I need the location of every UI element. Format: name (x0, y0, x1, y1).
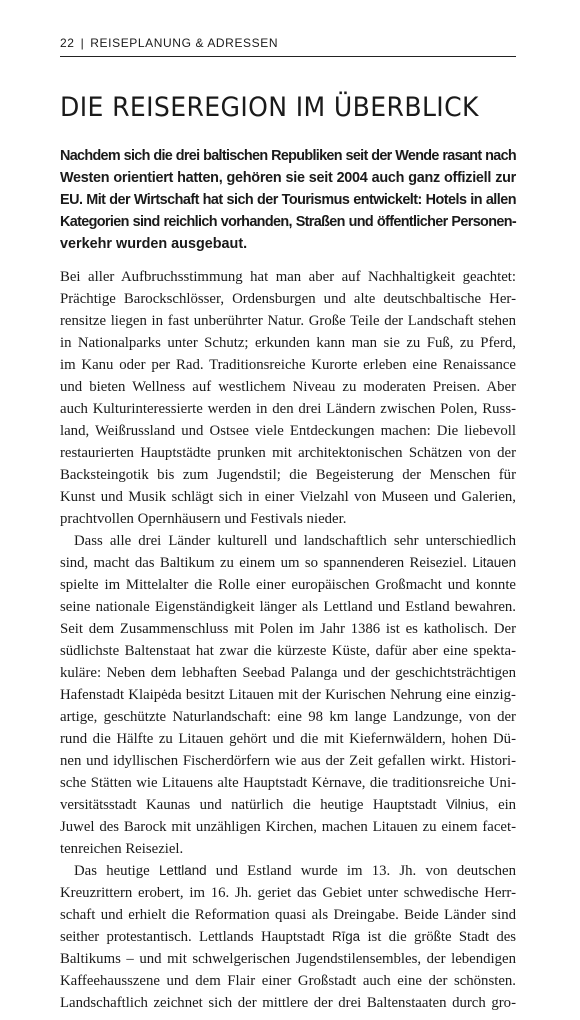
lead-line: Kategorien sind reichlich vorhanden, Straßen und öffentlicher Personen- (60, 214, 516, 230)
page-number: 22 (60, 36, 75, 50)
body-text (60, 266, 516, 1014)
body-text-fragment: sind, macht das Baltikum zu einem um so spannenderen Reiseziel. (60, 555, 467, 571)
body-line: in Nationalparks unter Schutz; erkunden kann man sie zu Fuß, zu Pferd, (60, 335, 516, 351)
body-line (60, 860, 516, 882)
body-line: tenreichen Reiseziel. (60, 841, 184, 857)
body-text-fragment: ein (498, 797, 516, 813)
body-line: Kunst und Musik schlägt sich in einer Vielzahl von Museen und Galerien, (60, 489, 516, 505)
keyword-lettland: Lettland (158, 863, 207, 878)
header-rule (60, 56, 516, 57)
header-separator: | (80, 36, 85, 50)
body-line (60, 926, 516, 948)
body-line: Kaffeehausszene und dem Flair einer Großstadt auch eine der schönsten. (60, 973, 516, 989)
body-line: restaurierten Hauptstädte prunken mit architektonischen Schätzen von der (60, 445, 516, 461)
body-line: seine nationale Eigenständigkeit länger als Lettland und Estland bewahren. (60, 599, 516, 615)
body-line: sche Stätten wie Litauens alte Hauptstadt Kėrnave, die traditionsreiche Uni- (60, 775, 516, 791)
body-line: Dass alle drei Länder kulturell und landschaftlich sehr unterschiedlich (74, 533, 516, 549)
body-line: Seit dem Zusammenschluss mit Polen im Jahr 1386 ist es katholisch. Der (60, 621, 516, 637)
body-line: spielte im Mittelalter die Rolle einer europäischen Großmacht und konnte (60, 577, 516, 593)
body-line: Baltikums – und mit schwelgerischen Jugendstilensembles, der lebendigen (60, 951, 516, 967)
body-line: rensitze liegen in fast unberührter Natur. Große Teile der Landschaft stehen (60, 313, 516, 329)
body-line: Backsteingotik bis zum Jugendstil; die Begeisterung der Menschen für (60, 467, 516, 483)
body-line: prachtvollen Opernhäusern und Festivals nieder. (60, 511, 347, 527)
lead-paragraph (60, 145, 516, 255)
keyword-riga: Rīga (331, 929, 361, 944)
body-line: artige, geschützte Naturlandschaft: eine 98 km lange Landzunge, von der (60, 709, 516, 725)
body-line: Juwel des Barock mit unzähligen Kirchen, machen Litauen zu einem facet- (60, 819, 516, 835)
body-line: kuläre: Neben dem lebhaften Seebad Palanga und der geschichtsträchtigen (60, 665, 516, 681)
lead-line: Westen orientiert hatten, gehören sie seit 2004 auch ganz offiziell zur (60, 170, 516, 186)
body-line: im Kanu oder per Rad. Traditionsreiche Kurorte erleben eine Renaissance (60, 357, 516, 373)
body-line: Hafenstadt Klaipėda besitzt Litauen mit der Kurischen Nehrung eine einzig- (60, 687, 516, 703)
body-line: Prächtige Barockschlösser, Ordensburgen und alte deutschbaltische Her- (60, 291, 516, 307)
body-line: nen und idyllischen Fischerdörfern wie aus der Zeit gefallen wirkt. Histori- (60, 753, 516, 769)
body-line: und bieten Wellness auf westlichem Niveau zu moderaten Preisen. Aber (60, 379, 516, 395)
body-text-fragment: und Estland wurde im 13. Jh. von deutschen (215, 863, 516, 879)
keyword-litauen: Litauen (472, 555, 516, 570)
lead-line: verkehr wurden ausgebaut. (60, 236, 248, 252)
body-text-fragment: seither protestantisch. Lettlands Hauptstadt (60, 929, 325, 945)
body-text-fragment: ist die größte Stadt des (367, 929, 516, 945)
body-line: schaft und erhielt die Reformation quasi als Dreingabe. Beide Länder sind (60, 907, 516, 923)
body-line: südlichste Baltenstaat hat zwar die kürzeste Küste, dafür aber eine spekta- (60, 643, 516, 659)
body-line: auch Kulturinteressierte werden in den drei Ländern zwischen Polen, Russ- (60, 401, 516, 417)
section-title: REISEPLANUNG & ADRESSEN (90, 36, 279, 50)
body-line: Bei aller Aufbruchsstimmung hat man aber auf Nachhaltigkeit geachtet: (60, 269, 516, 285)
body-line: rund die Hälfte zu Litauen gehört und die mit Kiefernwäldern, hohen Dü- (60, 731, 516, 747)
body-line: land, Weißrussland und Ostsee viele Entdeckungen machen: Die liebevoll (60, 423, 516, 439)
body-text-fragment: Das heutige (74, 863, 150, 879)
lead-line: EU. Mit der Wirtschaft hat sich der Tourismus entwickelt: Hotels in allen (60, 192, 516, 208)
body-line: Kreuzrittern erobert, im 16. Jh. geriet das Gebiet unter schwedische Herr- (60, 885, 516, 901)
body-line: Landschaftlich zeichnet sich der mittlere der drei Baltenstaaten durch gro- (60, 995, 516, 1011)
running-head (60, 36, 516, 50)
body-text-fragment: versitätsstadt Kaunas und natürlich die heutige Hauptstadt (60, 797, 437, 813)
keyword-vilnius: Vilnius, (446, 797, 489, 812)
lead-line: Nachdem sich die drei baltischen Republiken seit der Wende rasant nach (60, 148, 516, 164)
page-title: DIE REISEREGION IM ÜBERBLICK (60, 92, 479, 123)
body-line (60, 794, 516, 816)
body-line (60, 552, 516, 574)
